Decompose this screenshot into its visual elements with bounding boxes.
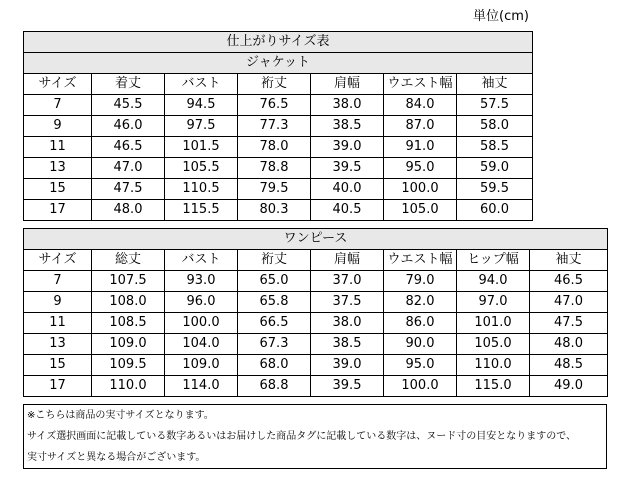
unit-label: 単位(cm) <box>473 9 529 24</box>
value-cell: 45.5 <box>92 95 165 116</box>
size-cell: 9 <box>24 116 92 137</box>
value-cell: 37.0 <box>311 271 384 292</box>
value-cell: 76.5 <box>238 95 311 116</box>
column-header: 裄丈 <box>238 74 311 95</box>
value-cell: 38.5 <box>311 334 384 355</box>
table-row <box>24 376 608 397</box>
value-cell: 108.5 <box>92 313 165 334</box>
table-row <box>24 179 533 200</box>
value-cell: 109.0 <box>165 355 238 376</box>
table-row <box>24 116 533 137</box>
value-cell: 48.0 <box>92 200 165 221</box>
table-row <box>24 355 608 376</box>
value-cell: 96.0 <box>165 292 238 313</box>
value-cell: 86.0 <box>384 313 457 334</box>
size-cell: 11 <box>24 137 92 158</box>
column-header: ヒップ幅 <box>457 250 530 271</box>
value-cell: 79.0 <box>384 271 457 292</box>
size-cell: 17 <box>24 376 92 397</box>
value-cell: 115.5 <box>165 200 238 221</box>
value-cell: 93.0 <box>165 271 238 292</box>
value-cell: 58.0 <box>457 116 533 137</box>
value-cell: 48.0 <box>530 334 608 355</box>
value-cell: 47.0 <box>530 292 608 313</box>
value-cell: 67.3 <box>238 334 311 355</box>
table-row <box>24 313 608 334</box>
value-cell: 90.0 <box>384 334 457 355</box>
value-cell: 82.0 <box>384 292 457 313</box>
column-header: サイズ <box>24 74 92 95</box>
note-line: サイズ選択画面に記載している数字あるいはお届けした商品タグに記載している数字は、ヌード寸の目安となりますので、 <box>27 431 576 442</box>
value-cell: 105.0 <box>384 200 457 221</box>
value-cell: 68.0 <box>238 355 311 376</box>
column-header: 袖丈 <box>530 250 608 271</box>
value-cell: 66.5 <box>238 313 311 334</box>
value-cell: 47.5 <box>530 313 608 334</box>
value-cell: 95.0 <box>384 355 457 376</box>
column-header: 袖丈 <box>457 74 533 95</box>
value-cell: 104.0 <box>165 334 238 355</box>
table-row <box>24 158 533 179</box>
jacket-section-row <box>24 53 533 74</box>
value-cell: 48.5 <box>530 355 608 376</box>
value-cell: 58.5 <box>457 137 533 158</box>
value-cell: 97.0 <box>457 292 530 313</box>
value-cell: 114.0 <box>165 376 238 397</box>
notes-box <box>23 404 607 469</box>
value-cell: 101.0 <box>457 313 530 334</box>
column-header: 裄丈 <box>238 250 311 271</box>
value-cell: 60.0 <box>457 200 533 221</box>
value-cell: 40.0 <box>311 179 384 200</box>
size-cell: 15 <box>24 355 92 376</box>
value-cell: 110.5 <box>165 179 238 200</box>
table-row <box>24 200 533 221</box>
size-cell: 15 <box>24 179 92 200</box>
value-cell: 94.0 <box>457 271 530 292</box>
value-cell: 59.5 <box>457 179 533 200</box>
column-header: 着丈 <box>92 74 165 95</box>
value-cell: 40.5 <box>311 200 384 221</box>
value-cell: 38.0 <box>311 313 384 334</box>
column-header: 総丈 <box>92 250 165 271</box>
value-cell: 87.0 <box>384 116 457 137</box>
value-cell: 57.5 <box>457 95 533 116</box>
size-cell: 13 <box>24 334 92 355</box>
value-cell: 91.0 <box>384 137 457 158</box>
size-table-title: 仕上がりサイズ表 <box>24 32 533 53</box>
value-cell: 100.0 <box>165 313 238 334</box>
value-cell: 39.5 <box>311 158 384 179</box>
table-row <box>24 292 608 313</box>
value-cell: 39.0 <box>311 137 384 158</box>
value-cell: 110.0 <box>92 376 165 397</box>
column-header: ウエスト幅 <box>384 74 457 95</box>
value-cell: 77.3 <box>238 116 311 137</box>
value-cell: 38.5 <box>311 116 384 137</box>
value-cell: 115.0 <box>457 376 530 397</box>
value-cell: 97.5 <box>165 116 238 137</box>
column-header: サイズ <box>24 250 92 271</box>
dress-size-table <box>23 228 608 397</box>
value-cell: 101.5 <box>165 137 238 158</box>
value-cell: 100.0 <box>384 179 457 200</box>
value-cell: 108.0 <box>92 292 165 313</box>
value-cell: 84.0 <box>384 95 457 116</box>
table-row <box>24 137 533 158</box>
note-line: 実寸サイズと異なる場合がございます。 <box>27 452 206 463</box>
value-cell: 109.0 <box>92 334 165 355</box>
value-cell: 79.5 <box>238 179 311 200</box>
value-cell: 78.0 <box>238 137 311 158</box>
value-cell: 59.0 <box>457 158 533 179</box>
size-cell: 17 <box>24 200 92 221</box>
column-header: ウエスト幅 <box>384 250 457 271</box>
dress-section-title: ワンピース <box>24 229 608 250</box>
value-cell: 65.0 <box>238 271 311 292</box>
value-cell: 47.0 <box>92 158 165 179</box>
dress-section-row <box>24 229 608 250</box>
jacket-size-table <box>23 31 533 221</box>
column-header: バスト <box>165 250 238 271</box>
column-header: 肩幅 <box>311 74 384 95</box>
value-cell: 46.5 <box>530 271 608 292</box>
value-cell: 109.5 <box>92 355 165 376</box>
table-title-row <box>24 32 533 53</box>
value-cell: 37.5 <box>311 292 384 313</box>
column-header: バスト <box>165 74 238 95</box>
value-cell: 39.0 <box>311 355 384 376</box>
value-cell: 94.5 <box>165 95 238 116</box>
size-cell: 7 <box>24 95 92 116</box>
size-cell: 9 <box>24 292 92 313</box>
size-cell: 13 <box>24 158 92 179</box>
header-row <box>24 74 533 95</box>
value-cell: 49.0 <box>530 376 608 397</box>
value-cell: 110.0 <box>457 355 530 376</box>
table-row <box>24 334 608 355</box>
value-cell: 78.8 <box>238 158 311 179</box>
value-cell: 38.0 <box>311 95 384 116</box>
jacket-section-title: ジャケット <box>24 53 533 74</box>
table-row <box>24 271 608 292</box>
value-cell: 107.5 <box>92 271 165 292</box>
value-cell: 105.0 <box>457 334 530 355</box>
value-cell: 68.8 <box>238 376 311 397</box>
table-row <box>24 95 533 116</box>
size-cell: 11 <box>24 313 92 334</box>
note-line: ※こちらは商品の実寸サイズとなります。 <box>27 410 214 421</box>
value-cell: 47.5 <box>92 179 165 200</box>
value-cell: 65.8 <box>238 292 311 313</box>
value-cell: 46.5 <box>92 137 165 158</box>
column-header: 肩幅 <box>311 250 384 271</box>
header-row <box>24 250 608 271</box>
value-cell: 46.0 <box>92 116 165 137</box>
value-cell: 80.3 <box>238 200 311 221</box>
value-cell: 105.5 <box>165 158 238 179</box>
value-cell: 39.5 <box>311 376 384 397</box>
value-cell: 100.0 <box>384 376 457 397</box>
size-cell: 7 <box>24 271 92 292</box>
value-cell: 95.0 <box>384 158 457 179</box>
